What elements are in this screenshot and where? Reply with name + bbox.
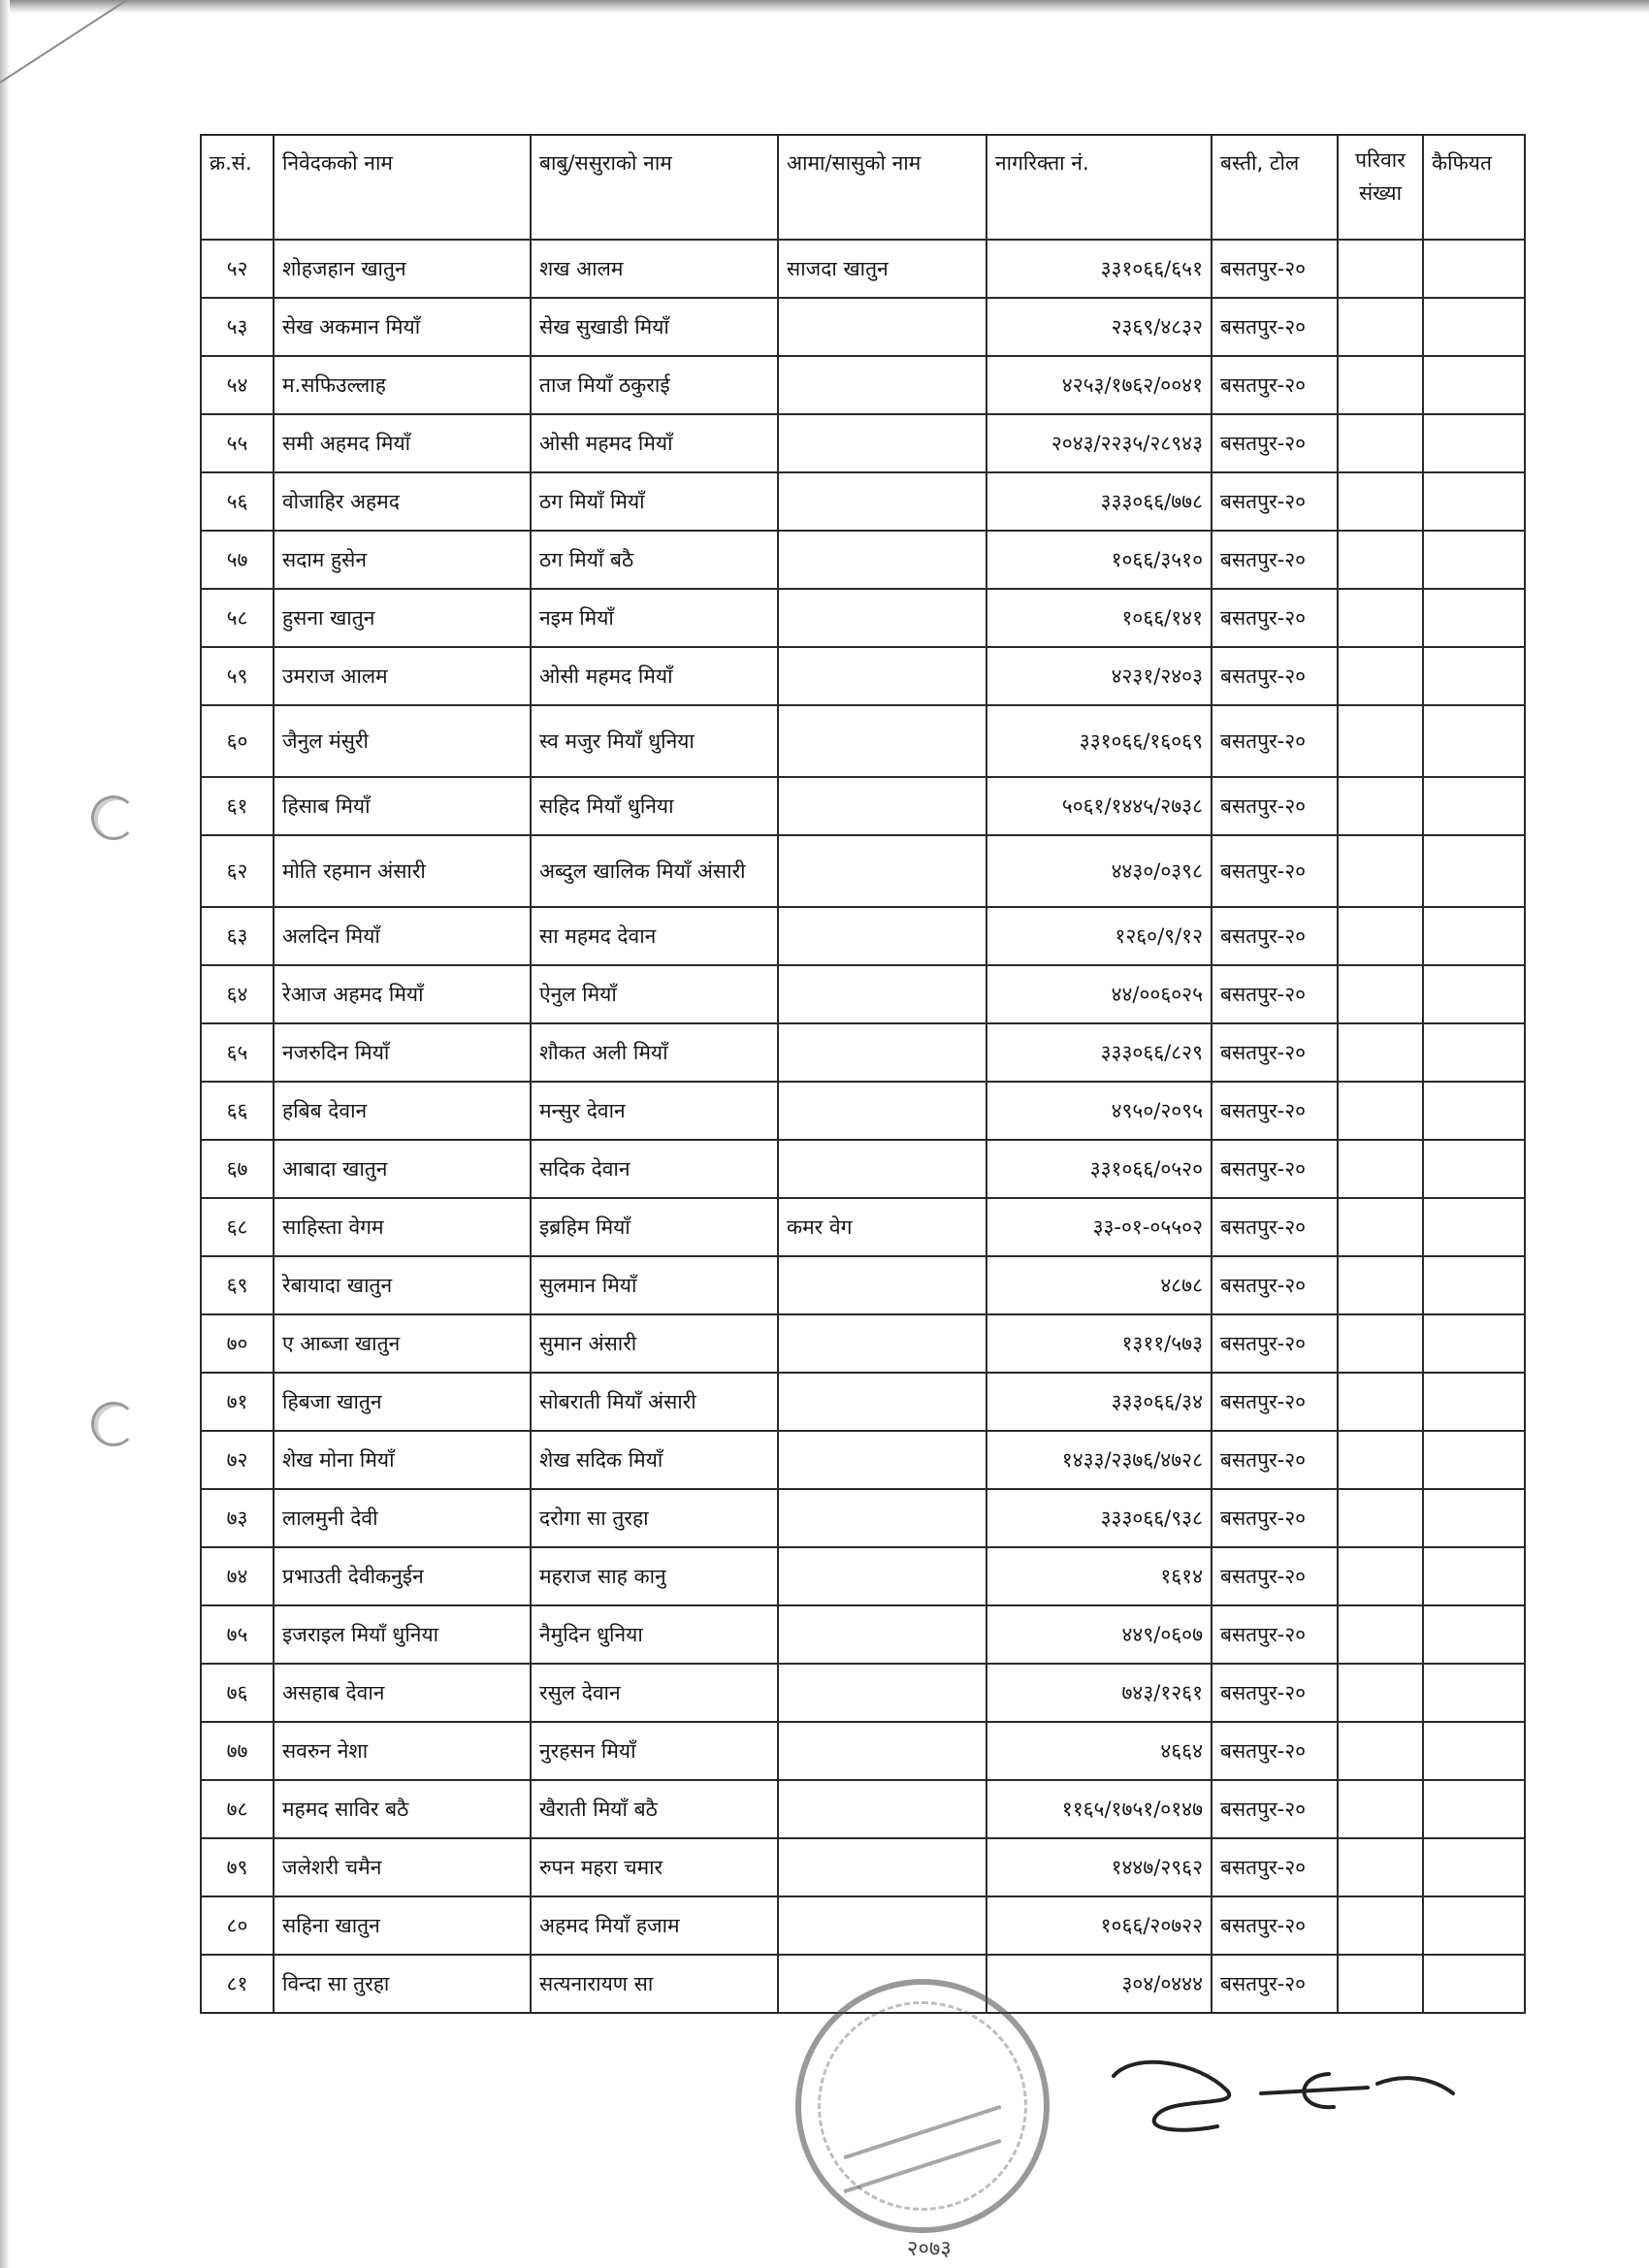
- cell-applicant-name: विन्दा सा तुरहा: [274, 1955, 531, 2013]
- cell-serial-number: ६३: [201, 907, 274, 965]
- cell-citizenship-number: १२६०/९/१२: [986, 907, 1212, 965]
- cell-father-name: शौकत अली मियाँ: [531, 1023, 778, 1082]
- header-remarks: कैफियत: [1423, 135, 1525, 240]
- stamp-year: २०७३: [907, 2237, 952, 2261]
- cell-citizenship-number: २०४३/२२३५/२८९४३: [986, 414, 1212, 472]
- cell-remarks: [1423, 965, 1525, 1023]
- table-row: [201, 1373, 1525, 1431]
- cell-citizenship-number: ३३३०६६/३४: [986, 1373, 1212, 1431]
- cell-family-count: [1338, 531, 1423, 589]
- cell-family-count: [1338, 1722, 1423, 1780]
- cell-applicant-name: रेआज अहमद मियाँ: [274, 965, 531, 1023]
- cell-citizenship-number: ३३१०६६/०५२०: [986, 1140, 1212, 1198]
- cell-applicant-name: महमद साविर बठै: [274, 1780, 531, 1838]
- beneficiary-register-table: [200, 134, 1526, 2014]
- cell-applicant-name: इजराइल मियाँ धुनिया: [274, 1605, 531, 1664]
- cell-serial-number: ७८: [201, 1780, 274, 1838]
- cell-address: बसतपुर-२०: [1212, 1140, 1338, 1198]
- cell-serial-number: ७५: [201, 1605, 274, 1664]
- header-family-count: [1338, 135, 1423, 240]
- page-fold-mark: [0, 0, 242, 155]
- cell-mother-name: [778, 1373, 986, 1431]
- cell-mother-name: [778, 835, 986, 907]
- cell-applicant-name: लालमुनी देवी: [274, 1489, 531, 1547]
- cell-serial-number: ८०: [201, 1896, 274, 1955]
- cell-father-name: खैराती मियाँ बठै: [531, 1780, 778, 1838]
- cell-remarks: [1423, 1140, 1525, 1198]
- cell-father-name: अब्दुल खालिक मियाँ अंसारी: [531, 835, 778, 907]
- cell-father-name: सोबराती मियाँ अंसारी: [531, 1373, 778, 1431]
- cell-remarks: [1423, 1780, 1525, 1838]
- cell-mother-name: [778, 965, 986, 1023]
- table-row: [201, 1896, 1525, 1955]
- cell-applicant-name: सवरुन नेशा: [274, 1722, 531, 1780]
- cell-citizenship-number: ११६५/१७५१/०१४७: [986, 1780, 1212, 1838]
- header-mother-name: आमा/सासुको नाम: [778, 135, 986, 240]
- table-row: [201, 298, 1525, 356]
- cell-remarks: [1423, 1198, 1525, 1256]
- cell-father-name: ओसी महमद मियाँ: [531, 414, 778, 472]
- cell-family-count: [1338, 965, 1423, 1023]
- cell-family-count: [1338, 777, 1423, 835]
- cell-citizenship-number: ४४/००६०२५: [986, 965, 1212, 1023]
- cell-family-count: [1338, 298, 1423, 356]
- cell-address: बसतपुर-२०: [1212, 298, 1338, 356]
- cell-remarks: [1423, 1605, 1525, 1664]
- cell-citizenship-number: १०६६/१४१: [986, 589, 1212, 647]
- cell-remarks: [1423, 298, 1525, 356]
- cell-mother-name: [778, 1082, 986, 1140]
- cell-family-count: [1338, 647, 1423, 705]
- cell-serial-number: ६०: [201, 705, 274, 777]
- cell-father-name: स्व मजुर मियाँ धुनिया: [531, 705, 778, 777]
- cell-applicant-name: हिबजा खातुन: [274, 1373, 531, 1431]
- cell-mother-name: [778, 907, 986, 965]
- table-row: [201, 414, 1525, 472]
- cell-applicant-name: उमराज आलम: [274, 647, 531, 705]
- cell-serial-number: ५९: [201, 647, 274, 705]
- table-row: [201, 1722, 1525, 1780]
- header-father-name: बाबु/ससुराको नाम: [531, 135, 778, 240]
- cell-remarks: [1423, 705, 1525, 777]
- cell-address: बसतपुर-२०: [1212, 1896, 1338, 1955]
- cell-applicant-name: मोति रहमान अंसारी: [274, 835, 531, 907]
- cell-remarks: [1423, 1256, 1525, 1314]
- cell-serial-number: ६१: [201, 777, 274, 835]
- cell-serial-number: ७२: [201, 1431, 274, 1489]
- cell-serial-number: ६८: [201, 1198, 274, 1256]
- cell-serial-number: ७४: [201, 1547, 274, 1605]
- cell-family-count: [1338, 356, 1423, 414]
- cell-father-name: ताज मियाँ ठकुराई: [531, 356, 778, 414]
- cell-citizenship-number: १४४७/२९६२: [986, 1838, 1212, 1896]
- cell-address: बसतपुर-२०: [1212, 356, 1338, 414]
- cell-mother-name: [778, 298, 986, 356]
- cell-remarks: [1423, 1431, 1525, 1489]
- cell-family-count: [1338, 1838, 1423, 1896]
- cell-family-count: [1338, 1256, 1423, 1314]
- cell-family-count: [1338, 1664, 1423, 1722]
- cell-mother-name: [778, 1140, 986, 1198]
- cell-applicant-name: समी अहमद मियाँ: [274, 414, 531, 472]
- cell-mother-name: [778, 1256, 986, 1314]
- cell-address: बसतपुर-२०: [1212, 1838, 1338, 1896]
- cell-citizenship-number: ३३३०६६/७७८: [986, 472, 1212, 531]
- table-row: [201, 356, 1525, 414]
- cell-citizenship-number: ३३१०६६/१६०६९: [986, 705, 1212, 777]
- cell-applicant-name: जैनुल मंसुरी: [274, 705, 531, 777]
- cell-mother-name: [778, 414, 986, 472]
- cell-remarks: [1423, 1838, 1525, 1896]
- table-row: [201, 1489, 1525, 1547]
- cell-serial-number: ५४: [201, 356, 274, 414]
- table-row: [201, 1838, 1525, 1896]
- office-seal-stamp: [795, 1979, 1050, 2233]
- cell-serial-number: ५५: [201, 414, 274, 472]
- cell-address: बसतपुर-२०: [1212, 589, 1338, 647]
- table-body: [201, 240, 1525, 2013]
- cell-mother-name: कमर वेग: [778, 1198, 986, 1256]
- cell-citizenship-number: ५०६१/१४४५/२७३८: [986, 777, 1212, 835]
- cell-serial-number: ७१: [201, 1373, 274, 1431]
- cell-remarks: [1423, 1082, 1525, 1140]
- table-row: [201, 589, 1525, 647]
- cell-citizenship-number: ४६६४: [986, 1722, 1212, 1780]
- cell-address: बसतपुर-२०: [1212, 1198, 1338, 1256]
- cell-serial-number: ५६: [201, 472, 274, 531]
- cell-applicant-name: सेख अकमान मियाँ: [274, 298, 531, 356]
- cell-serial-number: ६७: [201, 1140, 274, 1198]
- cell-serial-number: ५८: [201, 589, 274, 647]
- cell-applicant-name: ए आब्जा खातुन: [274, 1314, 531, 1373]
- table-row: [201, 1431, 1525, 1489]
- cell-remarks: [1423, 1664, 1525, 1722]
- cell-father-name: नैमुदिन धुनिया: [531, 1605, 778, 1664]
- cell-family-count: [1338, 1605, 1423, 1664]
- cell-applicant-name: नजरुदिन मियाँ: [274, 1023, 531, 1082]
- cell-father-name: रसुल देवान: [531, 1664, 778, 1722]
- cell-family-count: [1338, 1955, 1423, 2013]
- cell-mother-name: [778, 1838, 986, 1896]
- cell-father-name: रुपन महरा चमार: [531, 1838, 778, 1896]
- cell-remarks: [1423, 1722, 1525, 1780]
- cell-family-count: [1338, 1198, 1423, 1256]
- cell-serial-number: ५२: [201, 240, 274, 298]
- cell-serial-number: ७०: [201, 1314, 274, 1373]
- cell-family-count: [1338, 1140, 1423, 1198]
- cell-address: बसतपुर-२०: [1212, 1664, 1338, 1722]
- cell-serial-number: ६६: [201, 1082, 274, 1140]
- punch-hole: [91, 795, 136, 840]
- cell-father-name: अहमद मियाँ हजाम: [531, 1896, 778, 1955]
- cell-address: बसतपुर-२०: [1212, 531, 1338, 589]
- cell-citizenship-number: ४८७८: [986, 1256, 1212, 1314]
- cell-family-count: [1338, 589, 1423, 647]
- cell-mother-name: साजदा खातुन: [778, 240, 986, 298]
- cell-remarks: [1423, 1955, 1525, 2013]
- table-row: [201, 1780, 1525, 1838]
- cell-serial-number: ५३: [201, 298, 274, 356]
- table-row: [201, 472, 1525, 531]
- scan-top-edge: [0, 0, 1649, 14]
- cell-mother-name: [778, 1547, 986, 1605]
- cell-mother-name: [778, 1896, 986, 1955]
- cell-family-count: [1338, 1896, 1423, 1955]
- cell-address: बसतपुर-२०: [1212, 965, 1338, 1023]
- cell-remarks: [1423, 1373, 1525, 1431]
- cell-applicant-name: शोहजहान खातुन: [274, 240, 531, 298]
- cell-applicant-name: हबिब देवान: [274, 1082, 531, 1140]
- cell-address: बसतपुर-२०: [1212, 1082, 1338, 1140]
- table-row: [201, 705, 1525, 777]
- cell-mother-name: [778, 647, 986, 705]
- cell-mother-name: [778, 1722, 986, 1780]
- cell-mother-name: [778, 705, 986, 777]
- header-family-line2: संख्या: [1358, 181, 1403, 205]
- cell-mother-name: [778, 356, 986, 414]
- cell-mother-name: [778, 531, 986, 589]
- header-citizenship-number: नागरिक्ता नं.: [986, 135, 1212, 240]
- cell-applicant-name: साहिस्ता वेगम: [274, 1198, 531, 1256]
- table-row: [201, 1140, 1525, 1198]
- cell-serial-number: ६४: [201, 965, 274, 1023]
- cell-applicant-name: आबादा खातुन: [274, 1140, 531, 1198]
- cell-address: बसतपुर-२०: [1212, 1780, 1338, 1838]
- cell-mother-name: [778, 1664, 986, 1722]
- cell-remarks: [1423, 1023, 1525, 1082]
- cell-remarks: [1423, 907, 1525, 965]
- cell-remarks: [1423, 589, 1525, 647]
- handwritten-signature: [1086, 2037, 1494, 2144]
- cell-citizenship-number: ३३-०१-०५५०२: [986, 1198, 1212, 1256]
- cell-address: बसतपुर-२०: [1212, 1256, 1338, 1314]
- cell-citizenship-number: ७४३/१२६१: [986, 1664, 1212, 1722]
- cell-remarks: [1423, 472, 1525, 531]
- cell-father-name: ठग मियाँ मियाँ: [531, 472, 778, 531]
- cell-applicant-name: प्रभाउती देवीकनुईन: [274, 1547, 531, 1605]
- table-row: [201, 1605, 1525, 1664]
- cell-applicant-name: हुसना खातुन: [274, 589, 531, 647]
- cell-father-name: सुमान अंसारी: [531, 1314, 778, 1373]
- cell-applicant-name: रेबायादा खातुन: [274, 1256, 531, 1314]
- cell-father-name: ओसी महमद मियाँ: [531, 647, 778, 705]
- cell-serial-number: ६५: [201, 1023, 274, 1082]
- cell-father-name: दरोगा सा तुरहा: [531, 1489, 778, 1547]
- cell-family-count: [1338, 414, 1423, 472]
- cell-remarks: [1423, 1314, 1525, 1373]
- cell-serial-number: ७७: [201, 1722, 274, 1780]
- cell-applicant-name: जलेशरी चमैन: [274, 1838, 531, 1896]
- cell-family-count: [1338, 1489, 1423, 1547]
- table-row: [201, 1547, 1525, 1605]
- cell-family-count: [1338, 1023, 1423, 1082]
- cell-family-count: [1338, 1373, 1423, 1431]
- cell-address: बसतपुर-२०: [1212, 1023, 1338, 1082]
- cell-address: बसतपुर-२०: [1212, 472, 1338, 531]
- cell-citizenship-number: २३६९/४८३२: [986, 298, 1212, 356]
- cell-serial-number: ७३: [201, 1489, 274, 1547]
- cell-family-count: [1338, 1082, 1423, 1140]
- table-row: [201, 240, 1525, 298]
- header-serial-number: क्र.सं.: [201, 135, 274, 240]
- table-row: [201, 1198, 1525, 1256]
- cell-address: बसतपुर-२०: [1212, 1547, 1338, 1605]
- table-row: [201, 531, 1525, 589]
- cell-father-name: ठग मियाँ बठै: [531, 531, 778, 589]
- cell-address: बसतपुर-२०: [1212, 414, 1338, 472]
- cell-address: बसतपुर-२०: [1212, 1431, 1338, 1489]
- cell-applicant-name: अलदिन मियाँ: [274, 907, 531, 965]
- cell-address: बसतपुर-२०: [1212, 1722, 1338, 1780]
- cell-address: बसतपुर-२०: [1212, 1314, 1338, 1373]
- table-row: [201, 835, 1525, 907]
- cell-mother-name: [778, 1023, 986, 1082]
- cell-citizenship-number: १६१४: [986, 1547, 1212, 1605]
- punch-hole: [91, 1402, 136, 1446]
- cell-remarks: [1423, 1896, 1525, 1955]
- cell-citizenship-number: १०६६/३५१०: [986, 531, 1212, 589]
- cell-family-count: [1338, 1547, 1423, 1605]
- cell-family-count: [1338, 907, 1423, 965]
- cell-address: बसतपुर-२०: [1212, 1373, 1338, 1431]
- cell-applicant-name: म.सफिउल्लाह: [274, 356, 531, 414]
- cell-father-name: सत्यनारायण सा: [531, 1955, 778, 2013]
- table-row: [201, 907, 1525, 965]
- cell-family-count: [1338, 1431, 1423, 1489]
- table-row: [201, 965, 1525, 1023]
- cell-serial-number: ७९: [201, 1838, 274, 1896]
- table-row: [201, 777, 1525, 835]
- cell-address: बसतपुर-२०: [1212, 1605, 1338, 1664]
- cell-father-name: महराज साह कानु: [531, 1547, 778, 1605]
- cell-citizenship-number: ४२३१/२४०३: [986, 647, 1212, 705]
- table-row: [201, 1664, 1525, 1722]
- cell-citizenship-number: ३०४/०४४४: [986, 1955, 1212, 2013]
- cell-father-name: सदिक देवान: [531, 1140, 778, 1198]
- cell-family-count: [1338, 1314, 1423, 1373]
- cell-father-name: इब्रहिम मियाँ: [531, 1198, 778, 1256]
- table-row: [201, 1314, 1525, 1373]
- scan-left-edge: [0, 0, 10, 2268]
- cell-applicant-name: हिसाब मियाँ: [274, 777, 531, 835]
- cell-remarks: [1423, 647, 1525, 705]
- cell-family-count: [1338, 240, 1423, 298]
- cell-mother-name: [778, 1780, 986, 1838]
- cell-applicant-name: सहिना खातुन: [274, 1896, 531, 1955]
- cell-applicant-name: असहाब देवान: [274, 1664, 531, 1722]
- cell-citizenship-number: १०६६/२०७२२: [986, 1896, 1212, 1955]
- cell-address: बसतपुर-२०: [1212, 647, 1338, 705]
- header-family-line1: परिवार: [1355, 148, 1406, 172]
- cell-citizenship-number: ३३३०६६/८२९: [986, 1023, 1212, 1082]
- cell-address: बसतपुर-२०: [1212, 705, 1338, 777]
- cell-serial-number: ६९: [201, 1256, 274, 1314]
- cell-father-name: मन्सुर देवान: [531, 1082, 778, 1140]
- cell-serial-number: ६२: [201, 835, 274, 907]
- cell-father-name: ऐनुल मियाँ: [531, 965, 778, 1023]
- cell-address: बसतपुर-२०: [1212, 240, 1338, 298]
- table-header-row: [201, 135, 1525, 240]
- cell-serial-number: ७६: [201, 1664, 274, 1722]
- table-row: [201, 647, 1525, 705]
- cell-family-count: [1338, 472, 1423, 531]
- cell-address: बसतपुर-२०: [1212, 1955, 1338, 2013]
- table-row: [201, 1256, 1525, 1314]
- cell-mother-name: [778, 1605, 986, 1664]
- cell-remarks: [1423, 356, 1525, 414]
- cell-citizenship-number: ३३१०६६/६५१: [986, 240, 1212, 298]
- cell-remarks: [1423, 777, 1525, 835]
- cell-father-name: शेख सदिक मियाँ: [531, 1431, 778, 1489]
- cell-father-name: नइम मियाँ: [531, 589, 778, 647]
- cell-father-name: सेख सुखाडी मियाँ: [531, 298, 778, 356]
- cell-father-name: सहिद मियाँ धुनिया: [531, 777, 778, 835]
- cell-applicant-name: सदाम हुसेन: [274, 531, 531, 589]
- cell-applicant-name: शेख मोना मियाँ: [274, 1431, 531, 1489]
- cell-family-count: [1338, 835, 1423, 907]
- cell-remarks: [1423, 240, 1525, 298]
- cell-mother-name: [778, 589, 986, 647]
- cell-citizenship-number: ४४९/०६०७: [986, 1605, 1212, 1664]
- cell-remarks: [1423, 1489, 1525, 1547]
- cell-applicant-name: वोजाहिर अहमद: [274, 472, 531, 531]
- cell-family-count: [1338, 1780, 1423, 1838]
- cell-remarks: [1423, 1547, 1525, 1605]
- header-address: बस्ती, टोल: [1212, 135, 1338, 240]
- cell-father-name: सा महमद देवान: [531, 907, 778, 965]
- table-row: [201, 1082, 1525, 1140]
- cell-citizenship-number: ३३३०६६/९३८: [986, 1489, 1212, 1547]
- cell-serial-number: ५७: [201, 531, 274, 589]
- cell-mother-name: [778, 1489, 986, 1547]
- cell-mother-name: [778, 472, 986, 531]
- cell-citizenship-number: १४३३/२३७६/४७२८: [986, 1431, 1212, 1489]
- cell-address: बसतपुर-२०: [1212, 907, 1338, 965]
- header-applicant-name: निवेदकको नाम: [274, 135, 531, 240]
- cell-mother-name: [778, 1314, 986, 1373]
- cell-father-name: शख आलम: [531, 240, 778, 298]
- cell-citizenship-number: ४४३०/०३९८: [986, 835, 1212, 907]
- cell-citizenship-number: १३११/५७३: [986, 1314, 1212, 1373]
- cell-remarks: [1423, 835, 1525, 907]
- cell-remarks: [1423, 414, 1525, 472]
- cell-remarks: [1423, 531, 1525, 589]
- cell-mother-name: [778, 777, 986, 835]
- cell-serial-number: ८१: [201, 1955, 274, 2013]
- table-row: [201, 1023, 1525, 1082]
- cell-citizenship-number: ४२५३/१७६२/००४१: [986, 356, 1212, 414]
- cell-father-name: सुलमान मियाँ: [531, 1256, 778, 1314]
- cell-father-name: नुरहसन मियाँ: [531, 1722, 778, 1780]
- cell-address: बसतपुर-२०: [1212, 1489, 1338, 1547]
- cell-address: बसतपुर-२०: [1212, 777, 1338, 835]
- cell-address: बसतपुर-२०: [1212, 835, 1338, 907]
- cell-mother-name: [778, 1431, 986, 1489]
- cell-citizenship-number: ४९५०/२०९५: [986, 1082, 1212, 1140]
- cell-family-count: [1338, 705, 1423, 777]
